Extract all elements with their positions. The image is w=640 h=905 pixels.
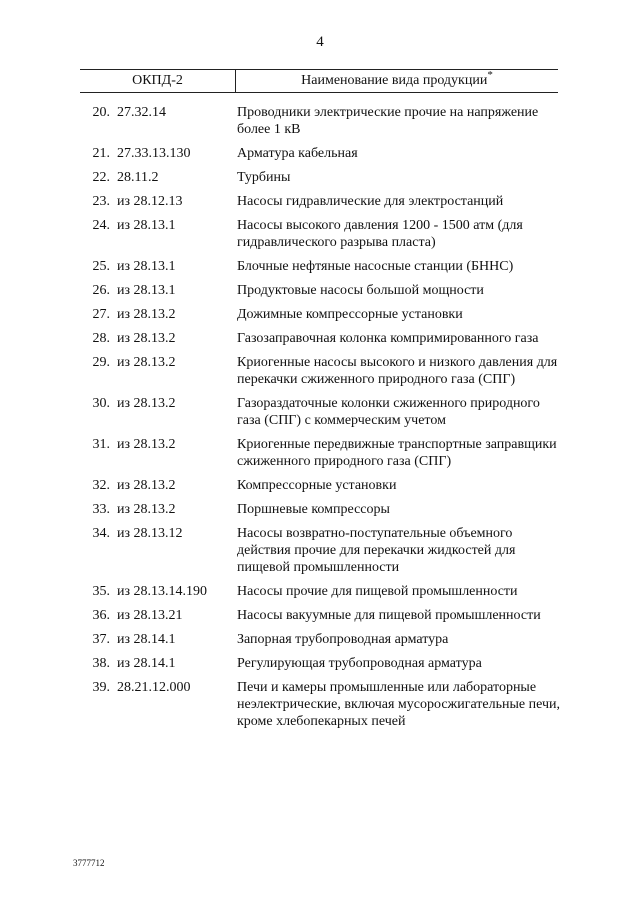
row-okpd-code: из 28.14.1 — [117, 656, 176, 671]
header-code-column: ОКПД-2 — [132, 73, 183, 88]
table-row — [0, 525, 640, 576]
row-number: 31. — [92, 437, 110, 452]
row-product-name: Насосы прочие для пищевой промышленности — [237, 584, 518, 599]
row-number: 27. — [92, 307, 110, 322]
table-row — [0, 631, 640, 648]
table-row — [0, 607, 640, 624]
page-number: 4 — [316, 34, 324, 50]
row-product-name: Насосы гидравлические для электростанций — [237, 194, 504, 209]
row-okpd-code: из 28.14.1 — [117, 632, 176, 647]
row-number: 34. — [92, 526, 110, 541]
row-okpd-code: из 28.13.12 — [117, 526, 183, 541]
row-okpd-code: из 28.13.2 — [117, 331, 176, 346]
row-okpd-code: 27.33.13.130 — [117, 146, 191, 161]
row-number: 35. — [92, 584, 110, 599]
table-row — [0, 395, 640, 429]
row-okpd-code: из 28.13.14.190 — [117, 584, 208, 599]
row-product-name: Печи и камеры промышленные или лабораторные неэлектрические, включая мусоросжигательные печи, кроме хлебопекарных печей — [237, 680, 561, 729]
header-footnote-mark: * — [487, 69, 493, 81]
row-product-name: Проводники электрические прочие на напряжение более 1 кВ — [237, 105, 539, 137]
row-product-name: Турбины — [237, 170, 291, 185]
table-row — [0, 193, 640, 210]
document-id: 3777712 — [73, 858, 105, 868]
row-number: 29. — [92, 355, 110, 370]
header-name-label: Наименование вида продукции — [301, 73, 488, 88]
row-product-name: Блочные нефтяные насосные станции (БННС) — [237, 259, 514, 274]
row-product-name: Арматура кабельная — [237, 146, 358, 161]
row-product-name: Продуктовые насосы большой мощности — [237, 283, 484, 298]
header-name-column — [236, 69, 558, 89]
row-number: 32. — [92, 478, 110, 493]
table-row — [0, 169, 640, 186]
table-row — [0, 258, 640, 275]
table-row — [0, 306, 640, 323]
row-okpd-code: из 28.13.2 — [117, 502, 176, 517]
row-number: 25. — [92, 259, 110, 274]
table-row — [0, 477, 640, 494]
row-product-name: Поршневые компрессоры — [237, 502, 390, 517]
table-row — [0, 145, 640, 162]
table-row — [0, 354, 640, 388]
row-number: 26. — [92, 283, 110, 298]
row-okpd-code: 28.11.2 — [117, 170, 159, 185]
row-number: 37. — [92, 632, 110, 647]
row-product-name: Насосы возвратно-поступательные объемного действия прочие для перекачки жидкостей для пищевой промышленности — [237, 526, 516, 575]
row-okpd-code: из 28.13.2 — [117, 437, 176, 452]
row-number: 36. — [92, 608, 110, 623]
table-row — [0, 501, 640, 518]
row-product-name: Насосы высокого давления 1200 - 1500 атм (для гидравлического разрыва пласта) — [237, 218, 523, 250]
row-number: 20. — [92, 105, 110, 120]
table-row — [0, 655, 640, 672]
row-okpd-code: из 28.13.2 — [117, 396, 176, 411]
table-row — [0, 104, 640, 138]
row-number: 28. — [92, 331, 110, 346]
row-product-name: Газораздаточные колонки сжиженного природного газа (СПГ) с коммерческим учетом — [237, 396, 540, 428]
row-okpd-code: из 28.13.2 — [117, 355, 176, 370]
row-okpd-code: из 28.13.1 — [117, 259, 176, 274]
row-product-name: Регулирующая трубопроводная арматура — [237, 656, 482, 671]
row-product-name: Дожимные компрессорные установки — [237, 307, 463, 322]
row-number: 39. — [92, 680, 110, 695]
row-product-name: Запорная трубопроводная арматура — [237, 632, 449, 647]
row-product-name: Криогенные насосы высокого и низкого давления для перекачки сжиженного природного газа (СПГ) — [237, 355, 558, 387]
row-okpd-code: 27.32.14 — [117, 105, 166, 120]
table-row — [0, 583, 640, 600]
row-okpd-code: 28.21.12.000 — [117, 680, 191, 695]
row-product-name: Насосы вакуумные для пищевой промышленности — [237, 608, 541, 623]
table-header — [80, 69, 558, 93]
table-row — [0, 679, 640, 730]
table-row — [0, 330, 640, 347]
row-product-name: Криогенные передвижные транспортные заправщики сжиженного природного газа (СПГ) — [237, 437, 557, 469]
row-okpd-code: из 28.13.1 — [117, 283, 176, 298]
row-product-name: Компрессорные установки — [237, 478, 397, 493]
row-number: 22. — [92, 170, 110, 185]
row-number: 30. — [92, 396, 110, 411]
product-list — [0, 104, 640, 737]
table-row — [0, 217, 640, 251]
row-okpd-code: из 28.13.1 — [117, 218, 176, 233]
row-number: 38. — [92, 656, 110, 671]
row-number: 24. — [92, 218, 110, 233]
row-product-name: Газозаправочная колонка компримированного газа — [237, 331, 539, 346]
table-row — [0, 282, 640, 299]
row-okpd-code: из 28.12.13 — [117, 194, 183, 209]
row-okpd-code: из 28.13.2 — [117, 307, 176, 322]
row-okpd-code: из 28.13.2 — [117, 478, 176, 493]
row-okpd-code: из 28.13.21 — [117, 608, 183, 623]
row-number: 23. — [92, 194, 110, 209]
table-row — [0, 436, 640, 470]
row-number: 33. — [92, 502, 110, 517]
row-number: 21. — [92, 146, 110, 161]
